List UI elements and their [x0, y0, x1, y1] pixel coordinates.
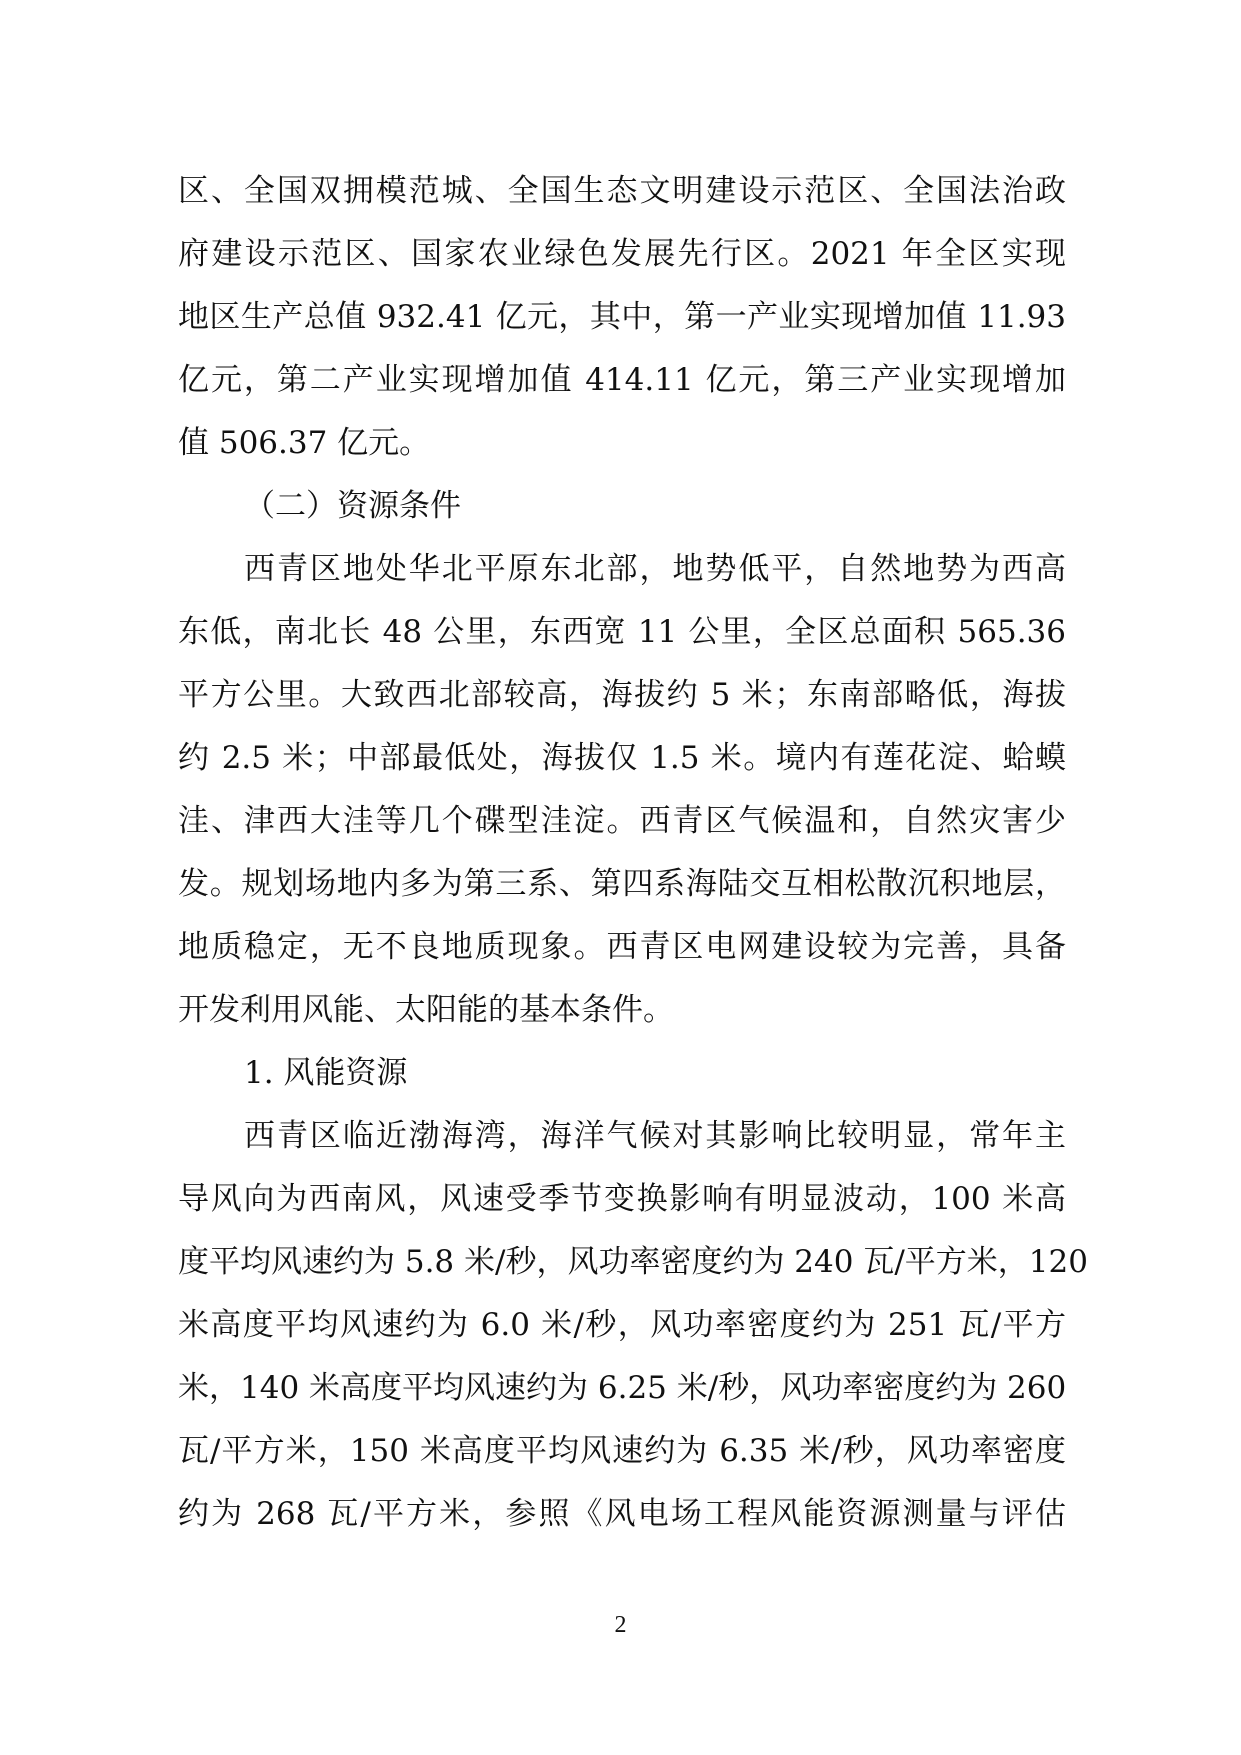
text-line: 瓦/平方米，150 米高度平均风速约为 6.35 米/秒，风功率密度	[178, 1433, 1066, 1469]
text-line: 区、全国双拥模范城、全国生态文明建设示范区、全国法治政	[178, 173, 1066, 209]
text-line: 亿元，第二产业实现增加值 414.11 亿元，第三产业实现增加	[178, 362, 1066, 398]
text-line: 开发利用风能、太阳能的基本条件。	[178, 992, 674, 1028]
text-line: 约 2.5 米；中部最低处，海拔仅 1.5 米。境内有莲花淀、蛤蟆	[178, 740, 1066, 776]
text-line: 东低，南北长 48 公里，东西宽 11 公里，全区总面积 565.36	[178, 614, 1066, 650]
text-line: 发。规划场地内多为第三系、第四系海陆交互相松散沉积地层，	[178, 866, 1066, 902]
document-body	[178, 160, 1088, 1546]
section-heading-wind-resources: 1. 风能资源	[244, 1055, 408, 1091]
text-line: 西青区地处华北平原东北部，地势低平，自然地势为西高	[244, 551, 1066, 587]
text-line: 米，140 米高度平均风速约为 6.25 米/秒，风功率密度约为 260	[178, 1370, 1067, 1406]
text-line: 洼、津西大洼等几个碟型洼淀。西青区气候温和，自然灾害少	[178, 803, 1066, 839]
text-line: 导风向为西南风，风速受季节变换影响有明显波动，100 米高	[178, 1181, 1066, 1217]
text-line: 约为 268 瓦/平方米，参照《风电场工程风能资源测量与评估	[178, 1496, 1066, 1532]
text-line: 度平均风速约为 5.8 米/秒，风功率密度约为 240 瓦/平方米，120	[178, 1244, 1088, 1280]
text-line: 米高度平均风速约为 6.0 米/秒，风功率密度约为 251 瓦/平方	[178, 1307, 1066, 1343]
text-line: 府建设示范区、国家农业绿色发展先行区。2021 年全区实现	[178, 236, 1066, 272]
text-line: 值 506.37 亿元。	[178, 425, 431, 461]
paragraph-wind-resources	[178, 1105, 1088, 1546]
text-line: 平方公里。大致西北部较高，海拔约 5 米；东南部略低，海拔	[178, 677, 1066, 713]
text-line: 西青区临近渤海湾，海洋气候对其影响比较明显，常年主	[244, 1118, 1066, 1154]
text-line: 地质稳定，无不良地质现象。西青区电网建设较为完善，具备	[178, 929, 1066, 965]
paragraph-intro-continuation	[178, 160, 1066, 475]
text-line: 地区生产总值 932.41 亿元，其中，第一产业实现增加值 11.93	[178, 299, 1066, 335]
section-heading-resource-conditions: （二）资源条件	[244, 488, 461, 524]
paragraph-resource-conditions	[178, 538, 1066, 1042]
page-number: 2	[614, 1612, 627, 1638]
